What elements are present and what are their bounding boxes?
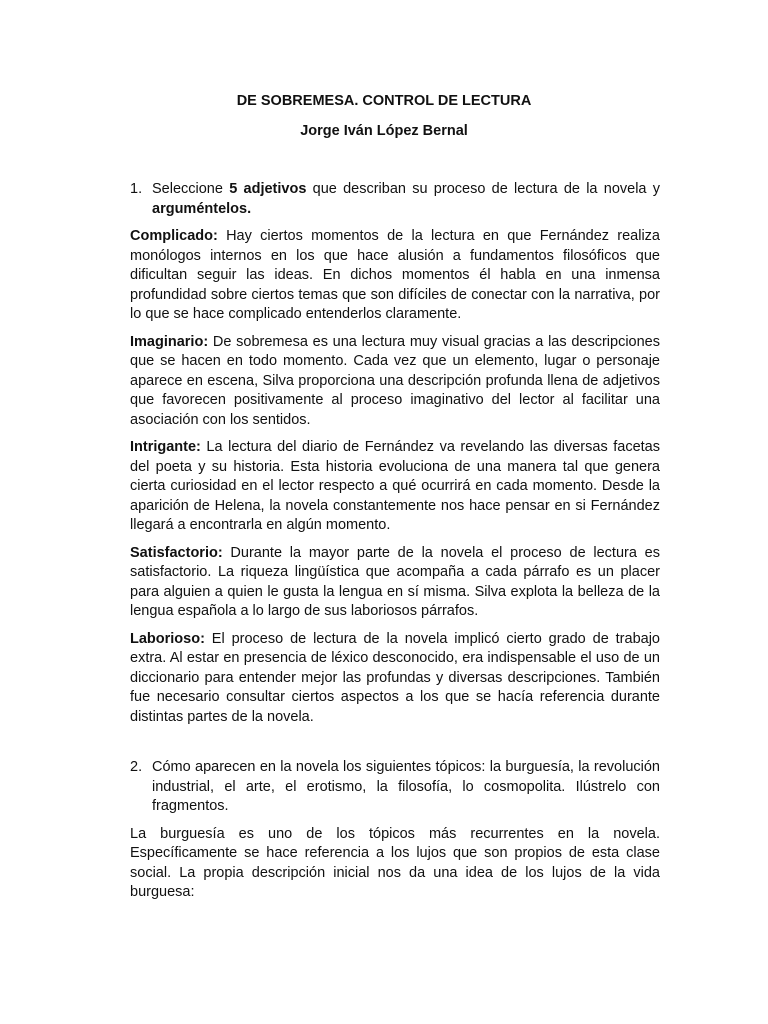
question-text: Cómo aparecen en la novela los siguientes tópicos: la burguesía, la revolución industrial, el arte, el erotismo, la filosofía, lo cosmopolita. Ilústrelo con fragmentos. — [152, 759, 660, 814]
question-text — [152, 180, 660, 219]
question-number: 2. — [130, 759, 143, 775]
answer-text: Hay ciertos momentos de la lectura en que Fernández realiza monólogos internos en los que hace alusión a fundamentos filosóficos que dificultan seguir las ideas. En dichos momentos él habla en una inmensa profundidad sobre ciertos temas que son difíciles de conectar con la narrativa, por lo que se hace complicado entenderlos claramente. — [130, 228, 660, 322]
answer-text: De sobremesa es una lectura muy visual gracias a las descripciones que se hacen en todo momento. Cada vez que un elemento, lugar o personaje aparece en escena, Silva proporciona una descripción profunda llena de adjetivos que favorecen positivamente al proceso imaginativo del lector al facilitar una asociación con los sentidos. — [130, 333, 660, 428]
answer-satisfactorio — [130, 544, 660, 622]
answer-imaginario — [130, 333, 660, 431]
answer-term: Intrigante: — [130, 439, 201, 455]
answer-intrigante — [130, 438, 660, 536]
question-emphasis: arguméntelos. — [152, 200, 252, 217]
question-text-part: que describan su proceso de lectura de la novela y — [306, 181, 660, 197]
answer-text: La lectura del diario de Fernández va revelando las diversas facetas del poeta y su historia. Esta historia evoluciona de una manera tal que genera cierta curiosidad en el lector respecto a qué ocurrirá en cada momento. Desde la aparición de Helena, la novela constantemente nos hace pensar en si Fernández llegará a encontrarla en algún momento. — [130, 439, 660, 533]
answer-burguesia: La burguesía es uno de los tópicos más recurrentes en la novela. Específicamente se hace referencia a los lujos que son propios de esta clase social. La propia descripción inicial nos da una idea de los lujos de la vida burguesa: — [130, 825, 660, 900]
answer-term: Complicado: — [130, 228, 218, 244]
document-body — [130, 180, 660, 903]
document-author: Jorge Iván López Bernal — [300, 123, 468, 139]
question-emphasis: 5 adjetivos — [229, 181, 307, 197]
answer-term: Satisfactorio: — [130, 544, 223, 561]
answer-term: Imaginario: — [130, 333, 209, 350]
answer-term: Laborioso: — [130, 630, 205, 647]
question-1 — [130, 180, 660, 219]
answer-laborioso — [130, 630, 660, 728]
question-2 — [130, 758, 660, 817]
answer-text: Durante la mayor parte de la novela el proceso de lectura es satisfactorio. La riqueza lingüística que acompaña a cada párrafo es un placer para alguien a quien le gusta la lengua en sí misma. Silva explota la belleza de la lengua española a lo largo de sus laboriosos párrafos. — [130, 544, 660, 619]
question-text-part: Seleccione — [152, 181, 230, 197]
question-number: 1. — [130, 181, 143, 197]
answer-text: El proceso de lectura de la novela implicó cierto grado de trabajo extra. Al estar en presencia de léxico desconocido, era indispensable el uso de un diccionario para entender mejor las profundas y diversas descripciones. También fue necesario consultar ciertos aspectos a los que se hacía referencia durante distintas partes de la novela. — [130, 630, 660, 725]
answer-complicado — [130, 227, 660, 325]
document-title: DE SOBREMESA. CONTROL DE LECTURA — [236, 93, 532, 109]
